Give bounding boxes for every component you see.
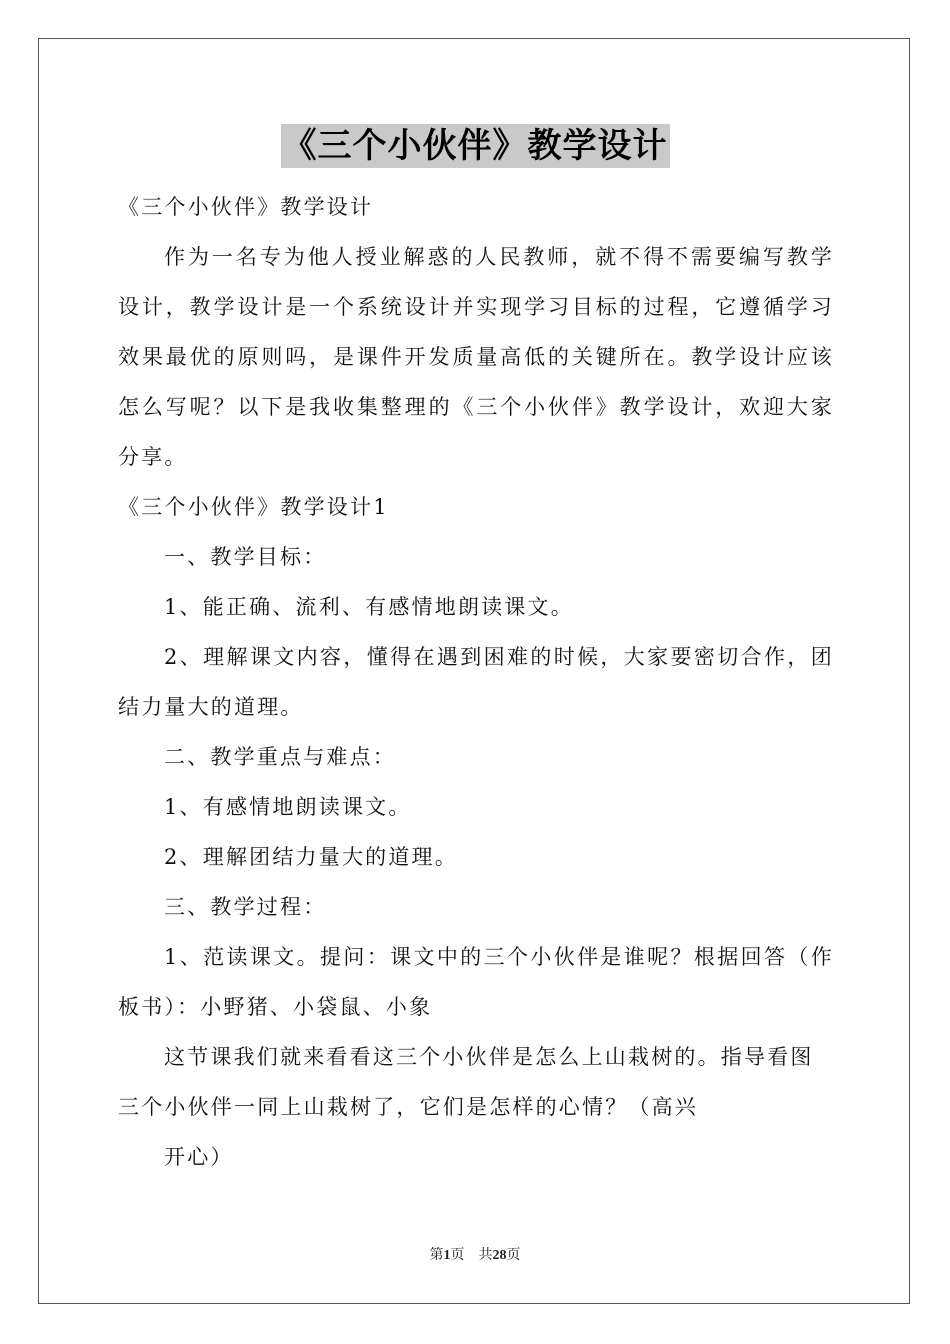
page-footer [0,1246,950,1266]
subtitle-paragraph: 《三个小伙伴》教学设计 [118,195,374,219]
process-step-1: 1、范读课文。提问：课文中的三个小伙伴是谁呢？根据回答（作板书）：小野猪、小袋鼠、小象 [118,945,834,1019]
footer-page-suffix: 页 [450,1248,465,1263]
title-container [0,124,950,168]
footer-total-suffix: 页 [506,1248,521,1263]
objective-1: 1、能正确、流利、有感情地朗读课文。 [164,595,574,619]
process-heading: 三、教学过程： [164,895,327,919]
process-step-continuation: 开心） [164,1145,234,1169]
document-body [118,182,834,1182]
footer-page-prefix: 第 [429,1248,444,1263]
objective-2: 2、理解课文内容，懂得在遇到困难的时候，大家要密切合作，团结力量大的道理。 [118,645,834,719]
document-title: 《三个小伙伴》教学设计 [282,126,668,166]
key-points-heading: 二、教学重点与难点： [164,745,396,769]
footer-page-number: 1 [443,1248,451,1263]
process-step-text: 这节课我们就来看看这三个小伙伴是怎么上山栽树的。指导看图三个小伙伴一同上山栽树了，它们是怎样的心情？（高兴 [118,1045,814,1119]
key-point-1: 1、有感情地朗读课文。 [164,795,412,819]
section-heading: 《三个小伙伴》教学设计1 [118,495,389,519]
footer-total-pages: 28 [492,1248,507,1263]
key-point-2: 2、理解团结力量大的道理。 [164,845,458,869]
footer-total-prefix: 共 [478,1248,493,1263]
intro-paragraph: 作为一名专为他人授业解惑的人民教师，就不得不需要编写教学设计，教学设计是一个系统设计并实现学习目标的过程，它遵循学习效果最优的原则吗，是课件开发质量高低的关键所在。教学设计应该怎么写呢？以下是我收集整理的《三个小伙伴》教学设计，欢迎大家分享。 [118,245,834,469]
objectives-heading: 一、教学目标： [164,545,327,569]
